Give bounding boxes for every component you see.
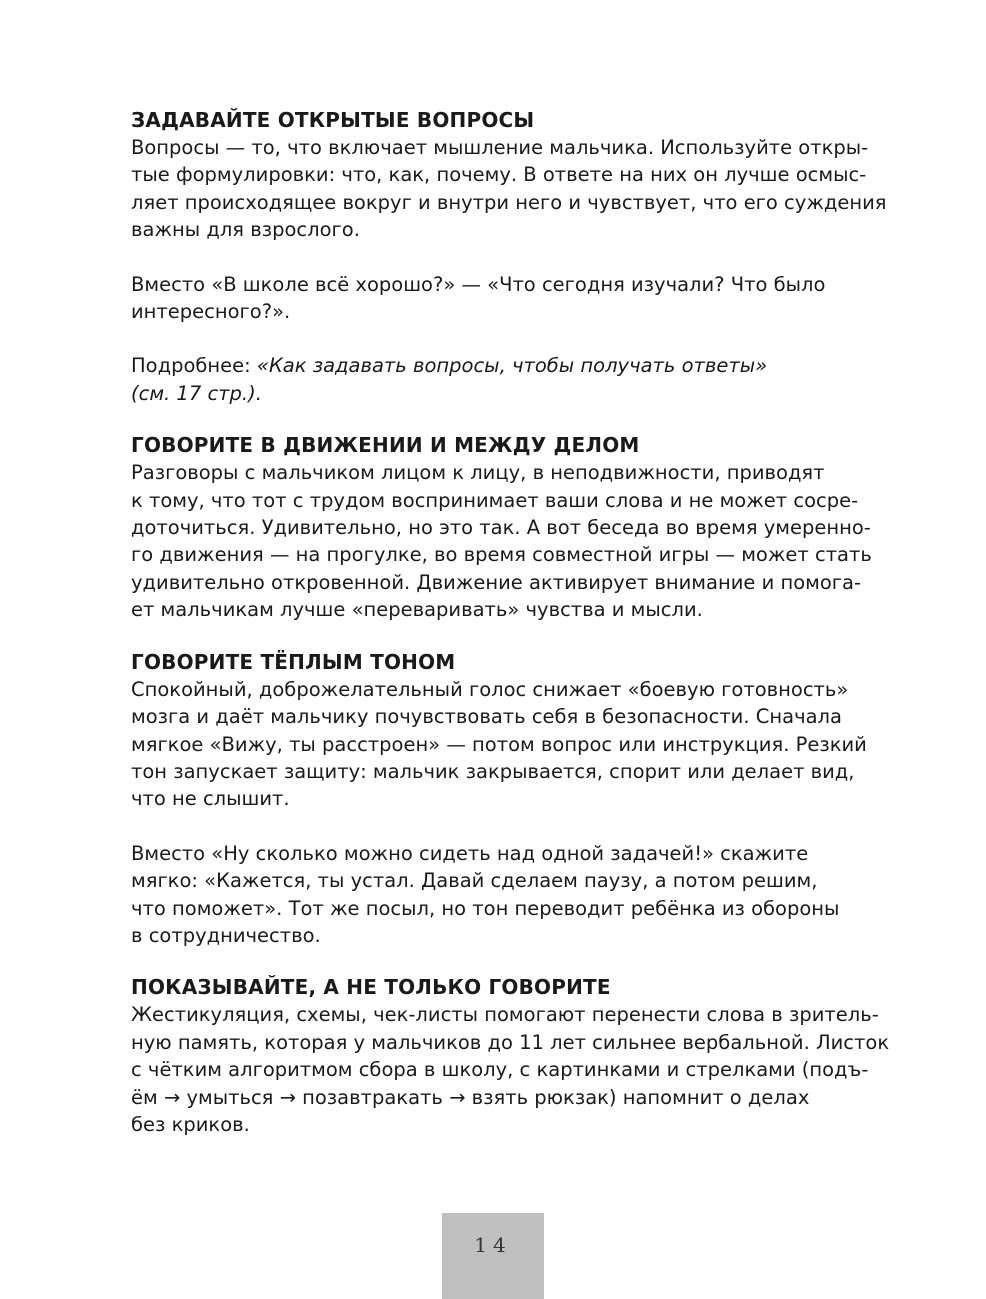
text-line: удивительно откровенной. Движение активирует внимание и помога- (131, 570, 862, 594)
text-line: интересного?». (131, 300, 291, 324)
more-label: Подробнее: (131, 354, 257, 378)
paragraph (131, 1001, 890, 1138)
page-number-box (442, 1213, 544, 1299)
paragraph (131, 459, 871, 623)
section-heading-open-questions: ЗАДАВАЙТЕ ОТКРЫТЫЕ ВОПРОСЫ (131, 108, 535, 132)
text-line: ём → умыться → позавтракать → взять рюкзак) напомнит о делах (131, 1085, 810, 1109)
text-line: к тому, что тот с трудом воспринимает ваши слова и не может сосре- (131, 488, 859, 512)
section-heading-warm-tone: ГОВОРИТЕ ТЁПЛЫМ ТОНОМ (131, 649, 456, 674)
text-line: мягкое «Вижу, ты расстроен» — потом вопрос или инструкция. Резкий (131, 732, 867, 756)
text-line: с чётким алгоритмом сбора в школу, с картинками и стрелками (подъ- (131, 1058, 869, 1082)
page-content (131, 106, 890, 1138)
paragraph (131, 271, 871, 326)
text-line: что не слышит. (131, 787, 290, 811)
text-line: доточиться. Удивительно, но это так. А вот беседа во время умеренно- (131, 516, 871, 540)
text-line: в сотрудничество. (131, 923, 321, 947)
text-line: мозга и даёт мальчику почувствовать себя в безопасности. Сначала (131, 705, 842, 729)
text-line: Жестикуляция, схемы, чек-листы помогают перенести слова в зритель- (131, 1003, 879, 1027)
text-line: мягко: «Кажется, ты устал. Давай сделаем паузу, а потом решим, (131, 869, 818, 893)
text-line: Разговоры с мальчиком лицом к лицу, в неподвижности, приводят (131, 461, 825, 485)
reference-page: (см. 17 стр.). (131, 381, 262, 405)
section-heading-talk-in-motion: ГОВОРИТЕ В ДВИЖЕНИИ И МЕЖДУ ДЕЛОМ (131, 433, 640, 458)
text-line: Вместо «В школе всё хорошо?» — «Что сегодня изучали? Что было (131, 272, 826, 296)
text-line: ляет происходящее вокруг и внутри него и чувствует, что его суждения (131, 190, 887, 214)
text-line: ет мальчикам лучше «переваривать» чувства и мысли. (131, 598, 703, 622)
reference-link[interactable]: «Как задавать вопросы, чтобы получать ответы» (256, 354, 768, 378)
section-heading-show-not-tell: ПОКАЗЫВАЙТЕ, А НЕ ТОЛЬКО ГОВОРИТЕ (131, 975, 611, 1000)
paragraph (131, 134, 887, 244)
page-number: 14 (474, 1233, 512, 1257)
text-line: Вопросы — то, что включает мышление мальчика. Используйте откры- (131, 136, 869, 159)
text-line: Спокойный, доброжелательный голос снижает «боевую готовность» (131, 677, 849, 701)
text-line: Вместо «Ну сколько можно сидеть над одной задачей!» скажите (131, 841, 809, 865)
text-line: без криков. (131, 1112, 250, 1136)
text-line: тон запускает защиту: мальчик закрывается, спорит или делает вид, (131, 759, 855, 783)
text-line: что поможет». Тот же посыл, но тон переводит ребёнка из обороны (131, 896, 840, 920)
more-reference (131, 352, 871, 407)
text-line: тые формулировки: что, как, почему. В ответе на них он лучше осмыс- (131, 163, 867, 187)
text-line: ную память, которая у мальчиков до 11 лет сильнее вербальной. Листок (131, 1030, 890, 1054)
paragraph (131, 840, 871, 950)
text-line: го движения — на прогулке, во время совместной игры — может стать (131, 543, 872, 567)
text-line: важны для взрослого. (131, 218, 360, 242)
paragraph (131, 676, 871, 813)
